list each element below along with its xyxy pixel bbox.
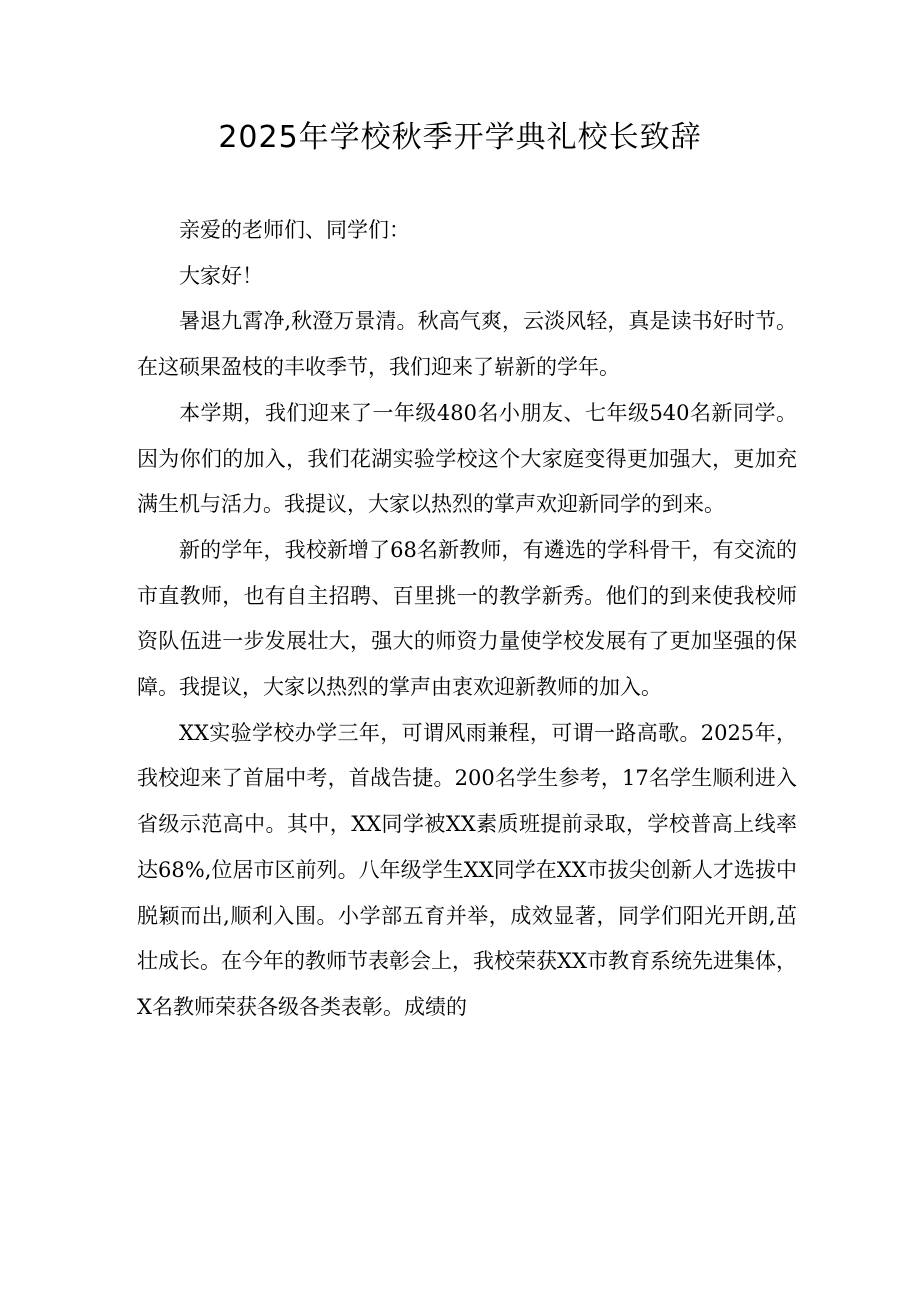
salutation: 亲爱的老师们、同学们： (179, 218, 410, 242)
paragraph-autumn: 暑退九霄净,秋澄万景清。秋高气爽，云淡风轻，真是读书好时节。在这硕果盈枝的丰收季节，我们迎来了崭新的学年。 (137, 309, 797, 380)
paragraph-new-teachers: 新的学年，我校新增了68名新教师，有遴选的学科骨干，有交流的市直教师，也有自主招聘、百里挑一的教学新秀。他们的到来使我校师资队伍进一步发展壮大，强大的师资力量使学校发展有了更加坚强的保障。我提议，大家以热烈的掌声由衷欢迎新教师的加入。 (137, 537, 797, 700)
document-body (137, 208, 797, 1031)
paragraph-achievements: XX实验学校办学三年，可谓风雨兼程，可谓一路高歌。2025年，我校迎来了首届中考，首战告捷。200名学生参考，17名学生顺利进入省级示范高中。其中，XX同学被XX素质班提前录取，学校普高上线率达68%,位居市区前列。八年级学生XX同学在XX市拔尖创新人才选拔中脱颖而出,顺利入围。小学部五育并举，成效显著，同学们阳光开朗,茁壮成长。在今年的教师节表彰会上，我校荣获XX市教育系统先进集体，X名教师荣获各级各类表彰。成绩的 (137, 720, 797, 1019)
paragraph-new-students: 本学期，我们迎来了一年级480名小朋友、七年级540名新同学。因为你们的加入，我们花湖实验学校这个大家庭变得更加强大，更加充满生机与活力。我提议，大家以热烈的掌声欢迎新同学的到来。 (137, 400, 797, 517)
greeting: 大家好！ (179, 263, 263, 288)
document-title: 2025年学校秋季开学典礼校长致辞 (218, 120, 702, 155)
